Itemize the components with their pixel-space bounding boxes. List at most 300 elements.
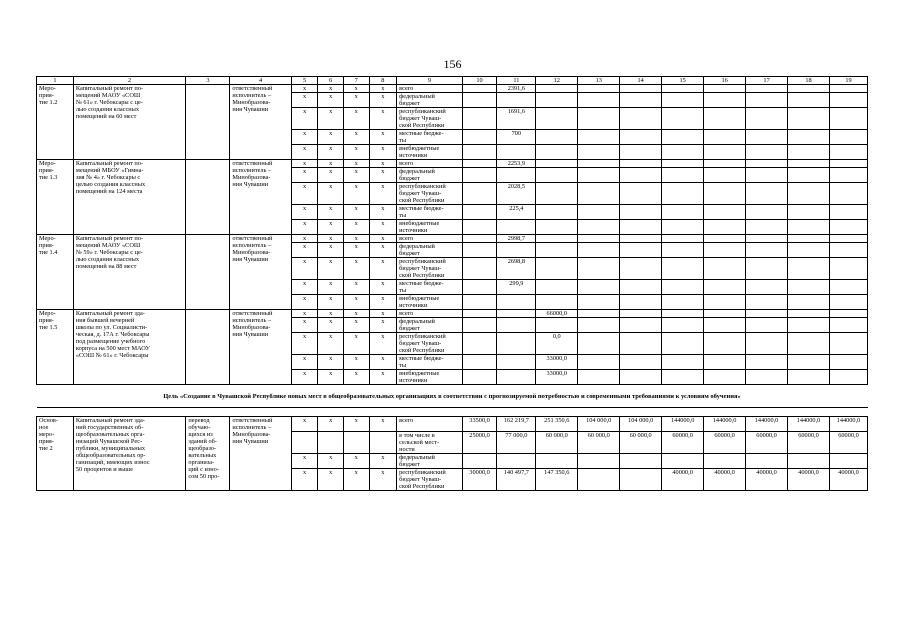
amount-cell: 40000,0 bbox=[788, 469, 830, 491]
amount-cell bbox=[536, 318, 578, 333]
amount-cell bbox=[536, 205, 578, 220]
budget-code-c5: x bbox=[291, 355, 318, 370]
funding-source: федеральный бюджет bbox=[397, 168, 462, 183]
budget-code-c8: x bbox=[369, 469, 397, 491]
budget-code-c8: x bbox=[369, 205, 397, 220]
budget-code-c8: x bbox=[369, 145, 397, 160]
amount-cell bbox=[746, 205, 788, 220]
amount-cell: 60000,0 bbox=[704, 432, 746, 454]
amount-cell bbox=[497, 454, 536, 469]
amount-cell: 60 000,0 bbox=[536, 432, 578, 454]
amount-cell bbox=[704, 454, 746, 469]
budget-code-c7: x bbox=[343, 145, 369, 160]
amount-cell bbox=[620, 370, 662, 385]
amount-cell bbox=[746, 355, 788, 370]
amount-cell bbox=[788, 235, 830, 243]
budget-code-c6: x bbox=[318, 183, 344, 205]
amount-cell bbox=[829, 145, 867, 160]
amount-cell bbox=[536, 130, 578, 145]
column-header: 5 bbox=[291, 77, 318, 85]
measure-description: Капитальный ремонт зда- ния бывшей вечерней школы по ул. Социалисти- ческая, д. 17А г. Чебоксары под размещение учебного корпуса на 500 мест МАОУ «СОШ № 61» г. Чебоксары bbox=[73, 310, 186, 385]
funding-source: всего bbox=[397, 85, 462, 93]
spacer-cell bbox=[37, 408, 868, 417]
amount-cell: 2998,7 bbox=[497, 235, 536, 243]
budget-code-c8: x bbox=[369, 85, 397, 93]
amount-cell: 33000,0 bbox=[536, 370, 578, 385]
budget-code-c6: x bbox=[318, 333, 344, 355]
amount-cell: 2391,6 bbox=[497, 85, 536, 93]
amount-cell bbox=[746, 295, 788, 310]
amount-cell: 144000,0 bbox=[829, 417, 867, 432]
amount-cell bbox=[788, 93, 830, 108]
budget-code-c6: x bbox=[318, 417, 344, 432]
amount-cell bbox=[536, 280, 578, 295]
funding-source: республиканский бюджет Чуваш- ской Республики bbox=[397, 108, 462, 130]
funding-source: местные бюдже- ты bbox=[397, 130, 462, 145]
amount-cell bbox=[536, 235, 578, 243]
amount-cell bbox=[536, 108, 578, 130]
amount-cell: 40000,0 bbox=[746, 469, 788, 491]
funding-source: республиканский бюджет Чуваш- ской Республики bbox=[397, 183, 462, 205]
table-row bbox=[37, 85, 868, 93]
budget-code-c8: x bbox=[369, 130, 397, 145]
measure-code: Меро- прия- тие 1.4 bbox=[37, 235, 74, 310]
amount-cell bbox=[462, 258, 497, 280]
amount-cell bbox=[497, 93, 536, 108]
amount-cell bbox=[536, 243, 578, 258]
amount-cell bbox=[704, 168, 746, 183]
amount-cell bbox=[462, 205, 497, 220]
budget-code-c7: x bbox=[343, 168, 369, 183]
column-header: 16 bbox=[704, 77, 746, 85]
amount-cell bbox=[462, 370, 497, 385]
budget-code-c6: x bbox=[318, 370, 344, 385]
amount-cell bbox=[462, 183, 497, 205]
expected-result bbox=[186, 235, 230, 310]
amount-cell bbox=[578, 243, 620, 258]
budget-code-c6: x bbox=[318, 145, 344, 160]
amount-cell bbox=[746, 168, 788, 183]
amount-cell: 144000,0 bbox=[746, 417, 788, 432]
amount-cell bbox=[704, 318, 746, 333]
amount-cell bbox=[536, 145, 578, 160]
funding-source: всего bbox=[397, 160, 462, 168]
budget-code-c8: x bbox=[369, 235, 397, 243]
amount-cell bbox=[578, 258, 620, 280]
funding-source: федеральный бюджет bbox=[397, 93, 462, 108]
funding-source: в том числе в сельской мест- ности bbox=[397, 432, 462, 454]
amount-cell: 77 000,0 bbox=[497, 432, 536, 454]
measure-code: Меро- прия- тие 1.5 bbox=[37, 310, 74, 385]
budget-code-c6 bbox=[318, 432, 344, 454]
measure-description: Капитальный ремонт по- мещений МАОУ «СОШ № 59» г. Чебоксары с це- лью создания классных помещений на 88 мест bbox=[73, 235, 186, 310]
amount-cell: 60000,0 bbox=[788, 432, 830, 454]
amount-cell bbox=[497, 243, 536, 258]
amount-cell bbox=[788, 454, 830, 469]
amount-cell bbox=[704, 280, 746, 295]
responsible-executor: ответственный исполнитель – Минобразова- ния Чувашии bbox=[230, 160, 291, 235]
amount-cell bbox=[578, 183, 620, 205]
amount-cell bbox=[497, 310, 536, 318]
amount-cell bbox=[620, 145, 662, 160]
column-header: 13 bbox=[578, 77, 620, 85]
amount-cell bbox=[462, 108, 497, 130]
amount-cell bbox=[497, 333, 536, 355]
amount-cell bbox=[829, 355, 867, 370]
responsible-executor: ответственный исполнитель – Минобразова- ния Чувашии bbox=[230, 310, 291, 385]
amount-cell bbox=[578, 333, 620, 355]
budget-code-c5: x bbox=[291, 168, 318, 183]
amount-cell bbox=[829, 310, 867, 318]
budget-code-c5: x bbox=[291, 235, 318, 243]
amount-cell bbox=[829, 160, 867, 168]
budget-code-c6: x bbox=[318, 318, 344, 333]
amount-cell bbox=[536, 183, 578, 205]
amount-cell bbox=[829, 235, 867, 243]
amount-cell bbox=[704, 220, 746, 235]
amount-cell bbox=[536, 160, 578, 168]
budget-code-c8: x bbox=[369, 318, 397, 333]
expected-result bbox=[186, 160, 230, 235]
amount-cell bbox=[462, 333, 497, 355]
amount-cell bbox=[662, 295, 704, 310]
budget-code-c5: x bbox=[291, 145, 318, 160]
budget-code-c7: x bbox=[343, 85, 369, 93]
amount-cell bbox=[788, 168, 830, 183]
amount-cell bbox=[462, 93, 497, 108]
amount-cell bbox=[620, 333, 662, 355]
budget-code-c6: x bbox=[318, 205, 344, 220]
expected-result bbox=[186, 310, 230, 385]
budget-code-c5: x bbox=[291, 295, 318, 310]
table-row bbox=[37, 235, 868, 243]
amount-cell bbox=[578, 454, 620, 469]
amount-cell bbox=[746, 243, 788, 258]
amount-cell bbox=[746, 454, 788, 469]
budget-code-c8 bbox=[369, 432, 397, 454]
goal-text: Цель «Создание в Чувашской Республике новых мест в общеобразовательных организациях в соответствии с прогнозируемой потребностью и современными требованиями к условиям обучения» bbox=[37, 385, 868, 408]
amount-cell bbox=[662, 205, 704, 220]
amount-cell bbox=[746, 108, 788, 130]
amount-cell bbox=[746, 310, 788, 318]
amount-cell bbox=[746, 183, 788, 205]
amount-cell: 0,0 bbox=[536, 333, 578, 355]
amount-cell bbox=[829, 130, 867, 145]
amount-cell bbox=[620, 205, 662, 220]
responsible-executor: ответственный исполнитель – Минобразова- ния Чувашии bbox=[230, 417, 291, 491]
amount-cell: 225,4 bbox=[497, 205, 536, 220]
budget-code-c7: x bbox=[343, 295, 369, 310]
amount-cell bbox=[662, 183, 704, 205]
budget-code-c8: x bbox=[369, 168, 397, 183]
amount-cell: 60000,0 bbox=[829, 432, 867, 454]
amount-cell bbox=[662, 108, 704, 130]
budget-code-c6: x bbox=[318, 454, 344, 469]
amount-cell bbox=[462, 310, 497, 318]
amount-cell bbox=[620, 85, 662, 93]
amount-cell bbox=[536, 454, 578, 469]
budget-code-c8: x bbox=[369, 370, 397, 385]
funding-source: республиканский бюджет Чуваш- ской Республики bbox=[397, 469, 462, 491]
column-header: 1 bbox=[37, 77, 74, 85]
amount-cell: 104 000,0 bbox=[578, 417, 620, 432]
column-header: 17 bbox=[746, 77, 788, 85]
measure-description: Капитальный ремонт зда- ний государственных об- щеобразовательных орга- низаций Чувашской Рес- публики, муниципальных общеобразовательных ор- ганизаций, имеющих износ 50 процентов и выше bbox=[73, 417, 186, 491]
amount-cell bbox=[704, 93, 746, 108]
amount-cell bbox=[620, 220, 662, 235]
amount-cell bbox=[620, 295, 662, 310]
budget-code-c8: x bbox=[369, 243, 397, 258]
budget-code-c6: x bbox=[318, 355, 344, 370]
spacer-row bbox=[37, 408, 868, 417]
header-row bbox=[37, 77, 868, 85]
amount-cell bbox=[462, 295, 497, 310]
budget-code-c5: x bbox=[291, 280, 318, 295]
amount-cell bbox=[620, 355, 662, 370]
amount-cell bbox=[620, 168, 662, 183]
funding-source: внебюджетные источники bbox=[397, 295, 462, 310]
amount-cell bbox=[662, 258, 704, 280]
amount-cell bbox=[704, 355, 746, 370]
amount-cell bbox=[497, 145, 536, 160]
column-header: 18 bbox=[788, 77, 830, 85]
budget-code-c6: x bbox=[318, 220, 344, 235]
budget-code-c8: x bbox=[369, 333, 397, 355]
budget-code-c6: x bbox=[318, 295, 344, 310]
amount-cell bbox=[462, 355, 497, 370]
funding-source: всего bbox=[397, 310, 462, 318]
budget-code-c7: x bbox=[343, 318, 369, 333]
amount-cell bbox=[662, 85, 704, 93]
budget-code-c8: x bbox=[369, 310, 397, 318]
funding-source: всего bbox=[397, 235, 462, 243]
amount-cell bbox=[578, 93, 620, 108]
column-header: 10 bbox=[462, 77, 497, 85]
budget-code-c5: x bbox=[291, 310, 318, 318]
amount-cell bbox=[578, 160, 620, 168]
budget-code-c8: x bbox=[369, 108, 397, 130]
budget-code-c7: x bbox=[343, 108, 369, 130]
column-header: 4 bbox=[230, 77, 291, 85]
amount-cell bbox=[462, 85, 497, 93]
amount-cell bbox=[462, 160, 497, 168]
funding-source: республиканский бюджет Чуваш- ской Республики bbox=[397, 258, 462, 280]
budget-code-c6: x bbox=[318, 108, 344, 130]
budget-code-c7: x bbox=[343, 258, 369, 280]
amount-cell: 40000,0 bbox=[829, 469, 867, 491]
column-header: 12 bbox=[536, 77, 578, 85]
amount-cell bbox=[462, 168, 497, 183]
measure-code: Меро- прия- тие 1.2 bbox=[37, 85, 74, 160]
amount-cell bbox=[462, 280, 497, 295]
amount-cell: 144000,0 bbox=[788, 417, 830, 432]
budget-code-c5: x bbox=[291, 130, 318, 145]
amount-cell bbox=[578, 235, 620, 243]
amount-cell: 1691,6 bbox=[497, 108, 536, 130]
amount-cell bbox=[829, 108, 867, 130]
amount-cell bbox=[788, 183, 830, 205]
amount-cell bbox=[497, 370, 536, 385]
amount-cell bbox=[704, 310, 746, 318]
amount-cell: 2028,5 bbox=[497, 183, 536, 205]
amount-cell bbox=[788, 355, 830, 370]
funding-source: федеральный бюджет bbox=[397, 454, 462, 469]
amount-cell bbox=[578, 370, 620, 385]
amount-cell bbox=[704, 333, 746, 355]
measure-description: Капитальный ремонт по- мещений МАОУ «СОШ № 61» г. Чебоксары с це- лью создания классных помещений на 60 мест bbox=[73, 85, 186, 160]
amount-cell bbox=[704, 295, 746, 310]
amount-cell bbox=[662, 310, 704, 318]
amount-cell bbox=[536, 295, 578, 310]
amount-cell bbox=[788, 243, 830, 258]
amount-cell bbox=[578, 295, 620, 310]
amount-cell: 299,9 bbox=[497, 280, 536, 295]
amount-cell bbox=[620, 108, 662, 130]
budget-code-c6: x bbox=[318, 168, 344, 183]
budget-code-c5: x bbox=[291, 160, 318, 168]
amount-cell bbox=[788, 160, 830, 168]
budget-code-c7: x bbox=[343, 183, 369, 205]
budget-code-c7: x bbox=[343, 280, 369, 295]
amount-cell bbox=[662, 235, 704, 243]
amount-cell bbox=[620, 235, 662, 243]
amount-cell bbox=[746, 370, 788, 385]
budget-code-c7: x bbox=[343, 310, 369, 318]
amount-cell bbox=[788, 205, 830, 220]
amount-cell bbox=[497, 355, 536, 370]
amount-cell bbox=[704, 235, 746, 243]
amount-cell bbox=[704, 243, 746, 258]
amount-cell bbox=[829, 318, 867, 333]
budget-code-c7: x bbox=[343, 220, 369, 235]
amount-cell: 2253,9 bbox=[497, 160, 536, 168]
amount-cell bbox=[462, 130, 497, 145]
funding-source: местные бюдже- ты bbox=[397, 205, 462, 220]
amount-cell bbox=[620, 258, 662, 280]
amount-cell: 144000,0 bbox=[662, 417, 704, 432]
amount-cell bbox=[704, 130, 746, 145]
funding-source: федеральный бюджет bbox=[397, 243, 462, 258]
expected-result: перевод обучаю- щихся из зданий об- щеобразо- вательных организа- ций с изно- сом 50 про- bbox=[186, 417, 230, 491]
amount-cell: 60 000,0 bbox=[620, 432, 662, 454]
budget-code-c6: x bbox=[318, 310, 344, 318]
amount-cell: 144000,0 bbox=[704, 417, 746, 432]
amount-cell bbox=[662, 220, 704, 235]
budget-code-c6: x bbox=[318, 130, 344, 145]
amount-cell bbox=[620, 318, 662, 333]
amount-cell bbox=[578, 85, 620, 93]
column-header: 19 bbox=[829, 77, 867, 85]
amount-cell bbox=[662, 145, 704, 160]
table-row bbox=[37, 310, 868, 318]
budget-code-c8: x bbox=[369, 280, 397, 295]
budget-code-c7: x bbox=[343, 243, 369, 258]
budget-code-c5: x bbox=[291, 370, 318, 385]
budget-code-c6: x bbox=[318, 93, 344, 108]
amount-cell bbox=[497, 295, 536, 310]
budget-code-c5: x bbox=[291, 417, 318, 432]
amount-cell bbox=[704, 108, 746, 130]
amount-cell bbox=[662, 168, 704, 183]
amount-cell bbox=[662, 160, 704, 168]
budget-code-c5: x bbox=[291, 454, 318, 469]
amount-cell: 40000,0 bbox=[704, 469, 746, 491]
amount-cell: 700 bbox=[497, 130, 536, 145]
funding-source: местные бюдже- ты bbox=[397, 280, 462, 295]
amount-cell bbox=[662, 130, 704, 145]
amount-cell bbox=[497, 318, 536, 333]
amount-cell bbox=[536, 258, 578, 280]
amount-cell bbox=[746, 130, 788, 145]
budget-code-c8: x bbox=[369, 454, 397, 469]
amount-cell bbox=[829, 280, 867, 295]
amount-cell bbox=[578, 469, 620, 491]
amount-cell bbox=[829, 205, 867, 220]
budget-code-c5: x bbox=[291, 318, 318, 333]
amount-cell: 60 000,0 bbox=[578, 432, 620, 454]
amount-cell bbox=[829, 168, 867, 183]
funding-source: местные бюдже- ты bbox=[397, 355, 462, 370]
amount-cell: 66000,0 bbox=[536, 310, 578, 318]
amount-cell bbox=[829, 258, 867, 280]
amount-cell: 140 497,7 bbox=[497, 469, 536, 491]
amount-cell bbox=[829, 93, 867, 108]
amount-cell bbox=[578, 318, 620, 333]
budget-table bbox=[36, 76, 868, 491]
amount-cell bbox=[704, 160, 746, 168]
budget-code-c7: x bbox=[343, 469, 369, 491]
budget-code-c6: x bbox=[318, 160, 344, 168]
amount-cell bbox=[746, 235, 788, 243]
amount-cell: 147 350,6 bbox=[536, 469, 578, 491]
table-row bbox=[37, 417, 868, 432]
amount-cell bbox=[536, 220, 578, 235]
amount-cell bbox=[497, 168, 536, 183]
funding-source: внебюджетные источники bbox=[397, 145, 462, 160]
amount-cell bbox=[746, 258, 788, 280]
budget-code-c5: x bbox=[291, 85, 318, 93]
amount-cell bbox=[620, 130, 662, 145]
amount-cell bbox=[578, 108, 620, 130]
budget-code-c6: x bbox=[318, 469, 344, 491]
amount-cell: 104 000,0 bbox=[620, 417, 662, 432]
amount-cell bbox=[536, 93, 578, 108]
amount-cell bbox=[829, 85, 867, 93]
amount-cell bbox=[662, 318, 704, 333]
budget-code-c8: x bbox=[369, 417, 397, 432]
amount-cell bbox=[462, 243, 497, 258]
amount-cell bbox=[662, 280, 704, 295]
amount-cell: 40000,0 bbox=[662, 469, 704, 491]
amount-cell bbox=[788, 318, 830, 333]
amount-cell bbox=[620, 243, 662, 258]
budget-code-c8: x bbox=[369, 258, 397, 280]
budget-code-c8: x bbox=[369, 93, 397, 108]
table-body bbox=[37, 77, 868, 491]
column-header: 6 bbox=[318, 77, 344, 85]
amount-cell bbox=[788, 130, 830, 145]
amount-cell: 60000,0 bbox=[662, 432, 704, 454]
amount-cell bbox=[829, 370, 867, 385]
amount-cell bbox=[462, 235, 497, 243]
amount-cell bbox=[829, 243, 867, 258]
budget-code-c7: x bbox=[343, 454, 369, 469]
table-row bbox=[37, 160, 868, 168]
amount-cell bbox=[536, 168, 578, 183]
amount-cell bbox=[462, 220, 497, 235]
budget-code-c6: x bbox=[318, 85, 344, 93]
amount-cell bbox=[788, 295, 830, 310]
